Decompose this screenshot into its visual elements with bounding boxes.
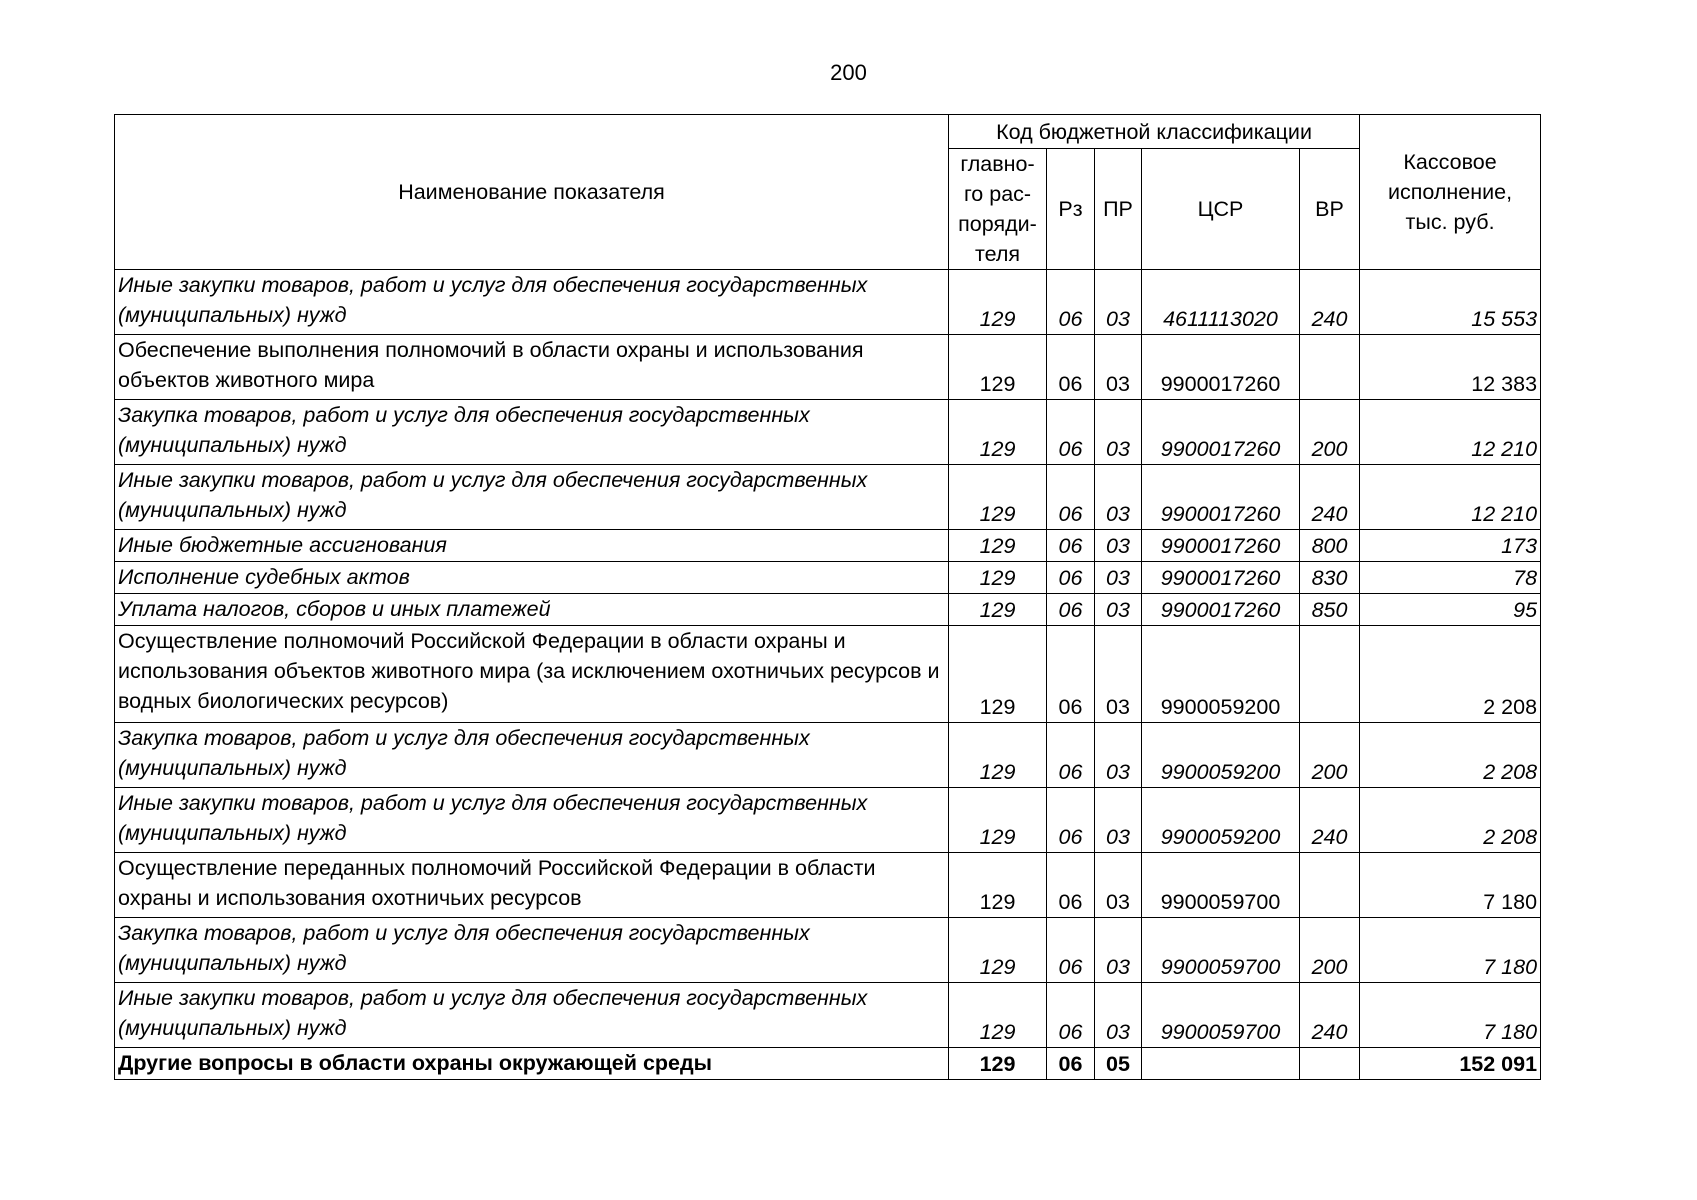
- row-pr: 03: [1095, 788, 1142, 853]
- row-vr: [1300, 626, 1360, 723]
- table-row: [115, 465, 1541, 530]
- row-glav: 129: [949, 853, 1047, 918]
- header-kbk-group: Код бюджетной классификации: [949, 115, 1360, 149]
- row-csr: 9900059700: [1142, 853, 1300, 918]
- row-name: Иные закупки товаров, работ и услуг для обеспечения государственных (муниципальных) нужд: [115, 465, 949, 530]
- row-vr: 850: [1300, 594, 1360, 626]
- table-row: [115, 335, 1541, 400]
- table-row: [115, 723, 1541, 788]
- row-glav: 129: [949, 983, 1047, 1048]
- row-rz: 06: [1047, 853, 1095, 918]
- row-csr: 9900059200: [1142, 788, 1300, 853]
- row-glav: 129: [949, 723, 1047, 788]
- row-glav: 129: [949, 335, 1047, 400]
- row-rz: 06: [1047, 400, 1095, 465]
- header-pr: ПР: [1095, 149, 1142, 270]
- row-glav: 129: [949, 594, 1047, 626]
- row-pr: 03: [1095, 530, 1142, 562]
- row-vr: [1300, 1048, 1360, 1080]
- row-csr: 9900017260: [1142, 335, 1300, 400]
- header-glav-line1: главно-: [960, 152, 1035, 176]
- row-pr: 05: [1095, 1048, 1142, 1080]
- row-name: Исполнение судебных актов: [115, 562, 949, 594]
- row-rz: 06: [1047, 594, 1095, 626]
- row-vr: 240: [1300, 270, 1360, 335]
- row-vr: 240: [1300, 788, 1360, 853]
- row-glav: 129: [949, 530, 1047, 562]
- row-csr: 9900017260: [1142, 400, 1300, 465]
- row-amount: 173: [1360, 530, 1541, 562]
- row-vr: 240: [1300, 983, 1360, 1048]
- table-row: [115, 626, 1541, 723]
- row-csr: 9900059700: [1142, 983, 1300, 1048]
- row-vr: 800: [1300, 530, 1360, 562]
- row-name: Иные закупки товаров, работ и услуг для обеспечения государственных (муниципальных) нужд: [115, 983, 949, 1048]
- row-name: Осуществление полномочий Российской Федерации в области охраны и использования объектов животного мира (за исключением охотничьих ресурсов и водных биологических ресурсов): [115, 626, 949, 723]
- row-glav: 129: [949, 626, 1047, 723]
- table-row-subtotal: [115, 1048, 1541, 1080]
- row-glav: 129: [949, 1048, 1047, 1080]
- row-pr: 03: [1095, 983, 1142, 1048]
- row-pr: 03: [1095, 594, 1142, 626]
- row-csr: [1142, 1048, 1300, 1080]
- row-vr: 200: [1300, 918, 1360, 983]
- row-pr: 03: [1095, 918, 1142, 983]
- header-glav-line3: поряди-: [958, 212, 1037, 236]
- row-csr: 9900017260: [1142, 562, 1300, 594]
- table-row: [115, 400, 1541, 465]
- row-vr: 240: [1300, 465, 1360, 530]
- row-rz: 06: [1047, 918, 1095, 983]
- row-rz: 06: [1047, 983, 1095, 1048]
- row-amount: 15 553: [1360, 270, 1541, 335]
- header-glav: [949, 149, 1047, 270]
- row-amount: 7 180: [1360, 853, 1541, 918]
- header-name: Наименование показателя: [115, 115, 949, 270]
- row-glav: 129: [949, 788, 1047, 853]
- row-amount: 7 180: [1360, 918, 1541, 983]
- row-amount: 95: [1360, 594, 1541, 626]
- row-name: Иные закупки товаров, работ и услуг для обеспечения государственных (муниципальных) нужд: [115, 270, 949, 335]
- row-rz: 06: [1047, 626, 1095, 723]
- header-amount-line1: Кассовое: [1403, 150, 1497, 174]
- row-csr: 9900017260: [1142, 465, 1300, 530]
- row-glav: 129: [949, 562, 1047, 594]
- row-vr: [1300, 853, 1360, 918]
- row-amount: 7 180: [1360, 983, 1541, 1048]
- header-amount: [1360, 115, 1541, 270]
- row-vr: 830: [1300, 562, 1360, 594]
- row-name: Обеспечение выполнения полномочий в области охраны и использования объектов животного мира: [115, 335, 949, 400]
- row-pr: 03: [1095, 465, 1142, 530]
- row-name: Закупка товаров, работ и услуг для обеспечения государственных (муниципальных) нужд: [115, 400, 949, 465]
- row-name: Уплата налогов, сборов и иных платежей: [115, 594, 949, 626]
- row-name: Иные закупки товаров, работ и услуг для обеспечения государственных (муниципальных) нужд: [115, 788, 949, 853]
- row-csr: 9900017260: [1142, 530, 1300, 562]
- row-pr: 03: [1095, 723, 1142, 788]
- row-name: Иные бюджетные ассигнования: [115, 530, 949, 562]
- row-name: Другие вопросы в области охраны окружающей среды: [115, 1048, 949, 1080]
- header-amount-line2: исполнение,: [1388, 180, 1513, 204]
- table-row: [115, 530, 1541, 562]
- row-vr: [1300, 335, 1360, 400]
- table-row: [115, 918, 1541, 983]
- row-name: Закупка товаров, работ и услуг для обеспечения государственных (муниципальных) нужд: [115, 723, 949, 788]
- row-pr: 03: [1095, 562, 1142, 594]
- row-rz: 06: [1047, 335, 1095, 400]
- header-vr: ВР: [1300, 149, 1360, 270]
- row-amount: 12 210: [1360, 400, 1541, 465]
- row-csr: 9900059200: [1142, 723, 1300, 788]
- header-csr: ЦСР: [1142, 149, 1300, 270]
- row-amount: 78: [1360, 562, 1541, 594]
- row-rz: 06: [1047, 562, 1095, 594]
- row-pr: 03: [1095, 335, 1142, 400]
- row-amount: 152 091: [1360, 1048, 1541, 1080]
- row-glav: 129: [949, 270, 1047, 335]
- row-amount: 12 210: [1360, 465, 1541, 530]
- row-csr: 9900059700: [1142, 918, 1300, 983]
- row-rz: 06: [1047, 788, 1095, 853]
- row-amount: 2 208: [1360, 723, 1541, 788]
- header-amount-line3: тыс. руб.: [1405, 210, 1495, 234]
- table-row: [115, 983, 1541, 1048]
- budget-table: [114, 114, 1541, 1080]
- row-amount: 12 383: [1360, 335, 1541, 400]
- row-vr: 200: [1300, 400, 1360, 465]
- row-glav: 129: [949, 465, 1047, 530]
- row-rz: 06: [1047, 270, 1095, 335]
- row-pr: 03: [1095, 626, 1142, 723]
- row-rz: 06: [1047, 1048, 1095, 1080]
- row-amount: 2 208: [1360, 788, 1541, 853]
- row-pr: 03: [1095, 853, 1142, 918]
- row-name: Осуществление переданных полномочий Российской Федерации в области охраны и использования охотничьих ресурсов: [115, 853, 949, 918]
- table-row: [115, 788, 1541, 853]
- header-rz: Рз: [1047, 149, 1095, 270]
- row-pr: 03: [1095, 270, 1142, 335]
- row-glav: 129: [949, 918, 1047, 983]
- header-glav-line2: го рас-: [963, 182, 1032, 206]
- row-amount: 2 208: [1360, 626, 1541, 723]
- row-name: Закупка товаров, работ и услуг для обеспечения государственных (муниципальных) нужд: [115, 918, 949, 983]
- row-glav: 129: [949, 400, 1047, 465]
- row-csr: 9900017260: [1142, 594, 1300, 626]
- row-rz: 06: [1047, 723, 1095, 788]
- header-glav-line4: теля: [974, 242, 1021, 266]
- row-vr: 200: [1300, 723, 1360, 788]
- table-row: [115, 853, 1541, 918]
- table-row: [115, 270, 1541, 335]
- row-rz: 06: [1047, 465, 1095, 530]
- page-number: 200: [830, 60, 867, 85]
- row-rz: 06: [1047, 530, 1095, 562]
- row-pr: 03: [1095, 400, 1142, 465]
- table-row: [115, 562, 1541, 594]
- row-csr: 9900059200: [1142, 626, 1300, 723]
- row-csr: 4611113020: [1142, 270, 1300, 335]
- table-row: [115, 594, 1541, 626]
